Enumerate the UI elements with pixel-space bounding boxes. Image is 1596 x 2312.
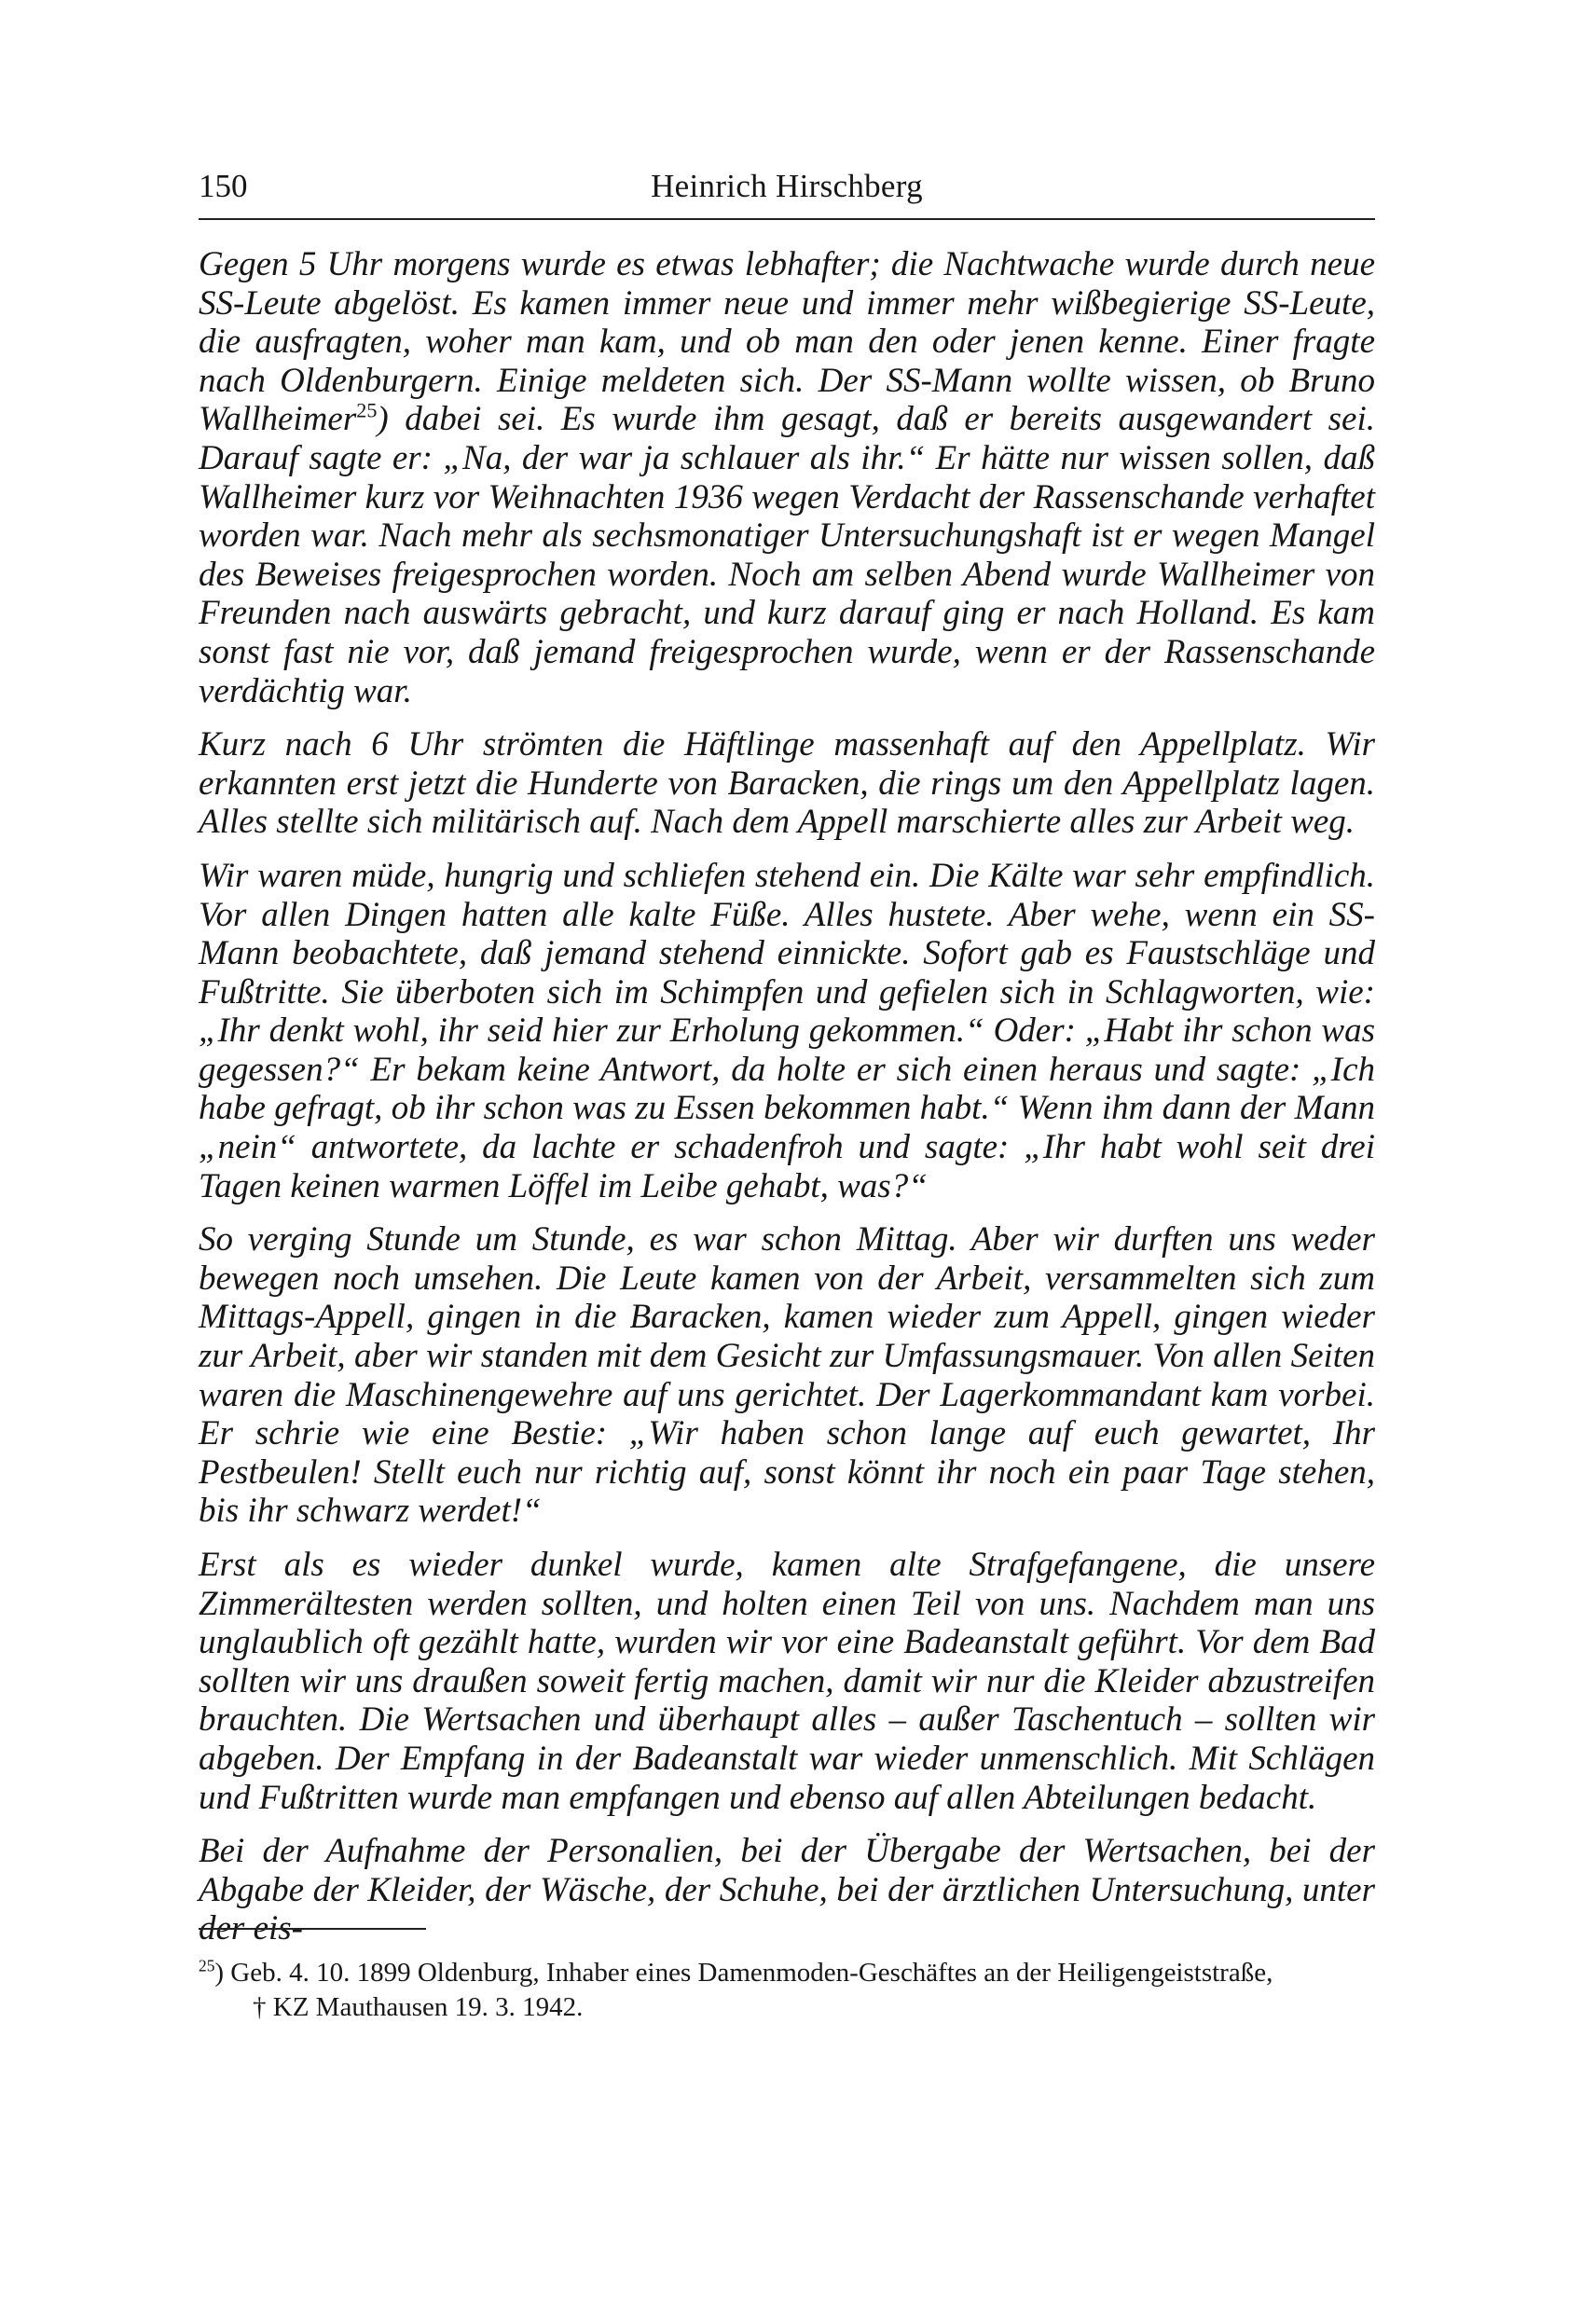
footnote-rule xyxy=(199,1928,426,1930)
footnote-text: ) Geb. 4. 10. 1899 Oldenburg, Inhaber eines Damenmoden-Geschäftes an der Heiligengeiststraße, xyxy=(214,1958,1273,1988)
paragraph-1-continuation: ) dabei sei. Es wurde ihm gesagt, daß er bereits ausgewandert sei. Darauf sagte er: „Na, der war ja schlauer als ihr.“ Er hätte nur wissen sollen, daß Wallheimer kurz vor Weihnachten 1936 wegen Verdacht der Rassenschande verhaftet worden war. Nach mehr als sechsmonatiger Untersuchungshaft ist er wegen Mangel des Beweises freigesprochen worden. Noch am selben Abend wurde Wallheimer von Freunden nach auswärts gebracht, und kurz darauf ging er nach Holland. Es kam sonst fast nie vor, daß jemand freigesprochen wurde, wenn er der Rassenschande verdächtig war. xyxy=(199,400,1375,710)
running-title: Heinrich Hirschberg xyxy=(651,168,923,204)
paragraph-2: Kurz nach 6 Uhr strömten die Häftlinge massenhaft auf den Appellplatz. Wir erkannten erst jetzt die Hunderte von Baracken, die rings um den Appellplatz lagen. Alles stellte sich militärisch auf. Nach dem Appell marschierte alles zur Arbeit weg. xyxy=(199,725,1375,842)
paragraph-3: Wir waren müde, hungrig und schliefen stehend ein. Die Kälte war sehr empfindlich. Vor allen Dingen hatten alle kalte Füße. Alles hustete. Aber wehe, wenn ein SS-Mann beobachtete, daß jemand stehend einnickte. Sofort gab es Faustschläge und Fußtritte. Sie überboten sich im Schimpfen und gefielen sich in Schlagworten, wie: „Ihr denkt wohl, ihr seid hier zur Erholung gekommen.“ Oder: „Habt ihr schon was gegessen?“ Er bekam keine Antwort, da holte er sich einen heraus und sagte: „Ich habe gefragt, ob ihr schon was zu Essen bekommen habt.“ Wenn ihm dann der Mann „nein“ antwortete, da lachte er schadenfroh und sagte: „Ihr habt wohl seit drei Tagen keinen warmen Löffel im Leibe gehabt, was?“ xyxy=(199,856,1375,1205)
footnote-line-1 xyxy=(199,1956,1375,1990)
footnote-line-2: † KZ Mauthausen 19. 3. 1942. xyxy=(253,1992,584,2022)
paragraph-5: Erst als es wieder dunkel wurde, kamen alte Strafgefangene, die unsere Zimmerältesten werden sollten, und holten einen Teil von uns. Nachdem man uns unglaublich oft gezählt hatte, wurden wir vor eine Badeanstalt geführt. Vor dem Bad sollten wir uns draußen soweit fertig machen, damit wir nur die Kleider abzustreifen brauchten. Die Wertsachen und überhaupt alles – außer Taschentuch – sollten wir abgeben. Der Empfang in der Badeanstalt war wieder unmenschlich. Mit Schlägen und Fußtritten wurde man empfangen und ebenso auf allen Abteilungen bedacht. xyxy=(199,1546,1375,1817)
footnote-marker: 25 xyxy=(199,1956,215,1975)
paragraph-4: So verging Stunde um Stunde, es war schon Mittag. Aber wir durften uns weder bewegen noch umsehen. Die Leute kamen von der Arbeit, versammelten sich zum Mittags-Appell, gingen in die Baracken, kamen wieder zum Appell, gingen wieder zur Arbeit, aber wir standen mit dem Gesicht zur Umfassungsmauer. Von allen Seiten waren die Maschinengewehre auf uns gerichtet. Der Lagerkommandant kam vorbei. Er schrie wie eine Bestie: „Wir haben schon lange auf euch gewartet, Ihr Pestbeulen! Stellt euch nur richtig auf, sonst könnt ihr noch ein paar Tage stehen, bis ihr schwarz werdet!“ xyxy=(199,1220,1375,1531)
paragraph-1 xyxy=(199,245,1375,710)
footnote xyxy=(199,1956,1375,2025)
footnote-reference[interactable]: 25 xyxy=(356,399,378,423)
page-header xyxy=(199,168,1375,214)
header-rule xyxy=(199,218,1375,220)
body-text xyxy=(199,245,1375,1963)
paragraph-1-text: Gegen 5 Uhr morgens wurde es etwas lebhafter; die Nachtwache wurde durch neue SS-Leute abgelöst. Es kamen immer neue und immer mehr wißbegierige SS-Leute, die ausfragten, woher man kam, und ob man den oder jenen kenne. Einer fragte nach Oldenburgern. Einige meldeten sich. Der SS-Mann wollte wissen, ob Bruno Wallheimer xyxy=(199,245,1375,439)
paragraph-6: Bei der Aufnahme der Personalien, bei der Übergabe der Wertsachen, bei der Abgabe der Kleider, der Wäsche, der Schuhe, bei der ärztlichen Untersuchung, unter der eis- xyxy=(199,1832,1375,1948)
page-number: 150 xyxy=(199,168,248,204)
